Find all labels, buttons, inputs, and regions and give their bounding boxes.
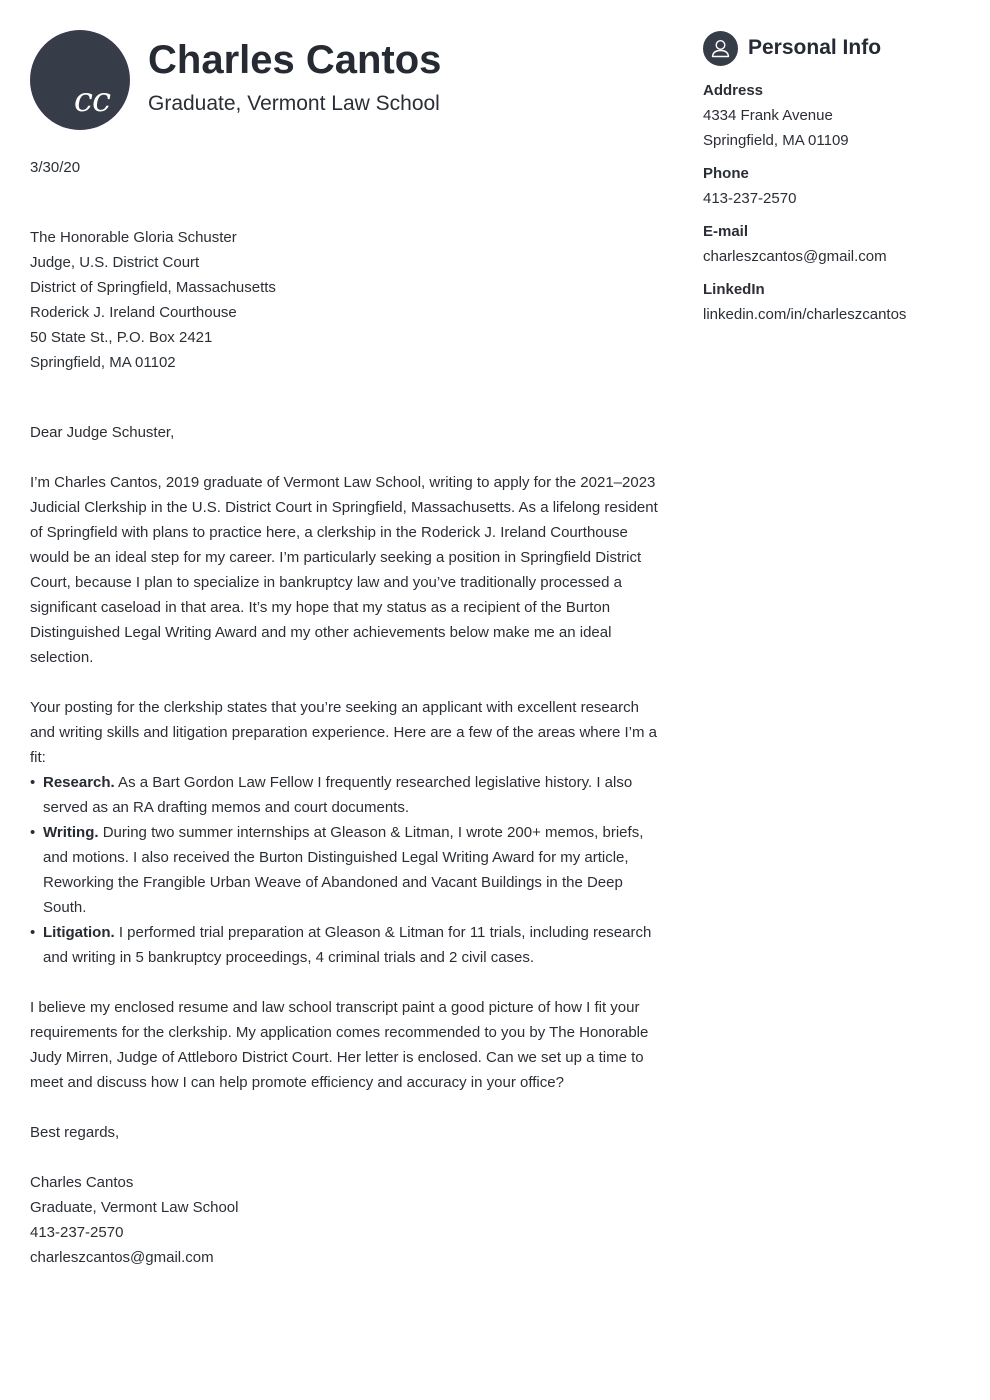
- closing: Best regards,: [30, 1124, 120, 1141]
- recipient-line: 50 State St., P.O. Box 2421: [30, 329, 213, 346]
- bullet-title: Writing.: [43, 824, 99, 841]
- email-value: charleszcantos@gmail.com: [703, 248, 887, 265]
- sidebar-title: Personal Info: [748, 36, 882, 59]
- letter-header: [30, 30, 662, 130]
- recipient-line: Roderick J. Ireland Courthouse: [30, 304, 237, 321]
- signature-line: 413-237-2570: [30, 1224, 124, 1241]
- signature-block: [30, 1170, 238, 1270]
- sidebar-header: [703, 30, 973, 66]
- signature-line: Graduate, Vermont Law School: [30, 1199, 239, 1216]
- phone-label: Phone: [703, 165, 749, 182]
- signature-line: Charles Cantos: [30, 1174, 134, 1191]
- letter-date: 3/30/20: [30, 159, 81, 176]
- phone-value: 413-237-2570: [703, 190, 797, 207]
- personal-info-sidebar: [703, 30, 973, 327]
- address-line: Springfield, MA 01109: [703, 132, 849, 149]
- address-label: Address: [703, 82, 764, 99]
- list-item: [30, 920, 662, 970]
- recipient-line: The Honorable Gloria Schuster: [30, 229, 237, 246]
- linkedin-label: LinkedIn: [703, 281, 765, 298]
- list-item: [30, 770, 662, 820]
- signature-line: charleszcantos@gmail.com: [30, 1249, 214, 1266]
- monogram-badge: [30, 30, 130, 130]
- recipient-address: [30, 225, 276, 375]
- letter-main: [30, 30, 662, 1266]
- monogram-initials: cc: [73, 80, 110, 120]
- bullet-text: As a Bart Gordon Law Fellow I frequently researched legislative history. I also served as an RA drafting memos and court documents.: [43, 774, 633, 816]
- name-block: [148, 30, 441, 117]
- salutation: Dear Judge Schuster,: [30, 424, 175, 441]
- bullet-text: During two summer internships at Gleason & Litman, I wrote 200+ memos, briefs, and motions. I also received the Burton Distinguished Legal Writing Award for my article, Reworking the Frangible Urban Weave of Abandoned and Vacant Buildings in the Deep South.: [43, 824, 644, 916]
- applicant-subtitle: Graduate, Vermont Law School: [148, 92, 440, 115]
- list-item: [30, 820, 662, 920]
- bullet-text: I performed trial preparation at Gleason & Litman for 11 trials, including research and writing in 5 bankruptcy proceedings, 4 criminal trials and 2 civil cases.: [43, 924, 652, 966]
- bullet-title: Litigation.: [43, 924, 115, 941]
- bullet-title: Research.: [43, 774, 115, 791]
- qualifications-list: [30, 770, 662, 970]
- recipient-line: District of Springfield, Massachusetts: [30, 279, 276, 296]
- address-line: 4334 Frank Avenue: [703, 107, 833, 124]
- body-paragraph: I’m Charles Cantos, 2019 graduate of Vermont Law School, writing to apply for the 2021–2023 Judicial Clerkship in the U.S. District Court in Springfield, Massachusetts. As a lifelong resident of Springfield with plans to practice here, a clerkship in the Roderick J. Ireland Courthouse would be an ideal step for my career. I’m particularly seeking a position in Springfield District Court, because I plan to specialize in bankruptcy law and you’ve traditionally processed a significant caseload in that area. It’s my hope that my status as a recipient of the Burton Distinguished Legal Writing Award and my other achievements below make me an ideal selection.: [30, 474, 658, 666]
- body-paragraph: Your posting for the clerkship states that you’re seeking an applicant with excellent research and writing skills and litigation preparation experience. Here are a few of the areas where I’m a fit:: [30, 699, 657, 766]
- qualifications-section: [30, 695, 662, 970]
- applicant-name: Charles Cantos: [148, 38, 442, 82]
- linkedin-value: linkedin.com/in/charleszcantos: [703, 306, 907, 323]
- recipient-line: Springfield, MA 01102: [30, 354, 176, 371]
- body-paragraph: I believe my enclosed resume and law school transcript paint a good picture of how I fit your requirements for the clerkship. My application comes recommended to you by The Honorable Judy Mirren, Judge of Attleboro District Court. Her letter is enclosed. Can we set up a time to meet and discuss how I can help promote efficiency and accuracy in your office?: [30, 999, 649, 1091]
- email-label: E-mail: [703, 223, 749, 240]
- person-icon: [703, 31, 738, 66]
- recipient-line: Judge, U.S. District Court: [30, 254, 200, 271]
